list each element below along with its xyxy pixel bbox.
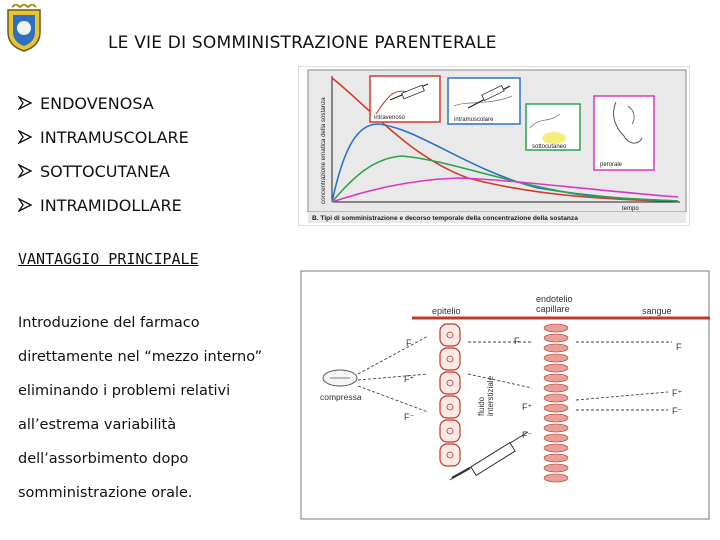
route-item bbox=[18, 188, 189, 222]
route-item bbox=[18, 120, 189, 154]
figure1-y-axis-label: concentrazione ematica della sostanza bbox=[320, 97, 327, 204]
label-perorale: perorale bbox=[600, 162, 623, 168]
advantage-heading: VANTAGGIO PRINCIPALE bbox=[18, 250, 199, 268]
advantage-line: direttamente nel “mezzo interno” bbox=[18, 349, 263, 365]
label-fminus-epithelium: F⁻ bbox=[404, 412, 415, 422]
advantage-line: Introduzione del farmaco bbox=[18, 315, 200, 331]
label-fluido: fluidointerstiziale bbox=[477, 375, 495, 416]
label-sangue: sangue bbox=[642, 306, 672, 316]
label-fminus-interstitial: F⁻ bbox=[522, 430, 533, 440]
advantage-line: somministrazione orale. bbox=[18, 485, 193, 501]
figure1-x-axis-label: tempo bbox=[622, 206, 639, 212]
figure1-caption: B. Tipi di somministrazione e decorso temporale della concentrazione della sostanza bbox=[312, 215, 578, 222]
route-label: ENDOVENOSA bbox=[40, 93, 154, 113]
arrow-bullet-icon bbox=[18, 96, 34, 110]
arrow-bullet-icon bbox=[18, 130, 34, 144]
label-endotelio: endotelio capillare bbox=[536, 294, 573, 314]
label-fplus-blood: F⁺ bbox=[672, 388, 683, 398]
label-intravenoso: intravenoso bbox=[374, 115, 406, 121]
route-item bbox=[18, 86, 189, 120]
label-intramuscolare: intramuscolare bbox=[454, 117, 494, 123]
advantage-line: all’estrema variabilità bbox=[18, 417, 177, 433]
label-epitelio: epitelio bbox=[432, 306, 461, 316]
label-fplus-interstitial: F⁺ bbox=[522, 402, 533, 412]
route-label: SOTTOCUTANEA bbox=[40, 161, 170, 181]
concentration-time-figure bbox=[298, 66, 690, 226]
label-f-interstitial: F bbox=[514, 336, 520, 346]
arrow-bullet-icon bbox=[18, 198, 34, 212]
label-compressa: compressa bbox=[320, 392, 362, 402]
label-fminus-blood: F⁻ bbox=[672, 406, 683, 416]
slide-title: LE VIE DI SOMMINISTRAZIONE PARENTERALE bbox=[108, 33, 497, 53]
tablet-icon bbox=[323, 370, 357, 386]
absorption-diagram bbox=[300, 270, 710, 520]
advantage-paragraph bbox=[18, 313, 308, 517]
oral-illustration bbox=[594, 96, 654, 170]
route-label: INTRAMIDOLLARE bbox=[40, 195, 182, 215]
arrow-bullet-icon bbox=[18, 164, 34, 178]
label-f-epithelium: F bbox=[406, 338, 412, 348]
label-f-blood: F bbox=[676, 342, 682, 352]
routes-list bbox=[18, 86, 189, 222]
advantage-line: dell’assorbimento dopo bbox=[18, 451, 189, 467]
route-item bbox=[18, 154, 189, 188]
route-label: INTRAMUSCOLARE bbox=[40, 127, 189, 147]
label-fplus-epithelium: F⁺ bbox=[404, 374, 415, 384]
label-sottocutaneo: sottocutaneo bbox=[532, 144, 567, 150]
crest-logo bbox=[4, 4, 44, 52]
advantage-line: eliminando i problemi relativi bbox=[18, 383, 231, 399]
